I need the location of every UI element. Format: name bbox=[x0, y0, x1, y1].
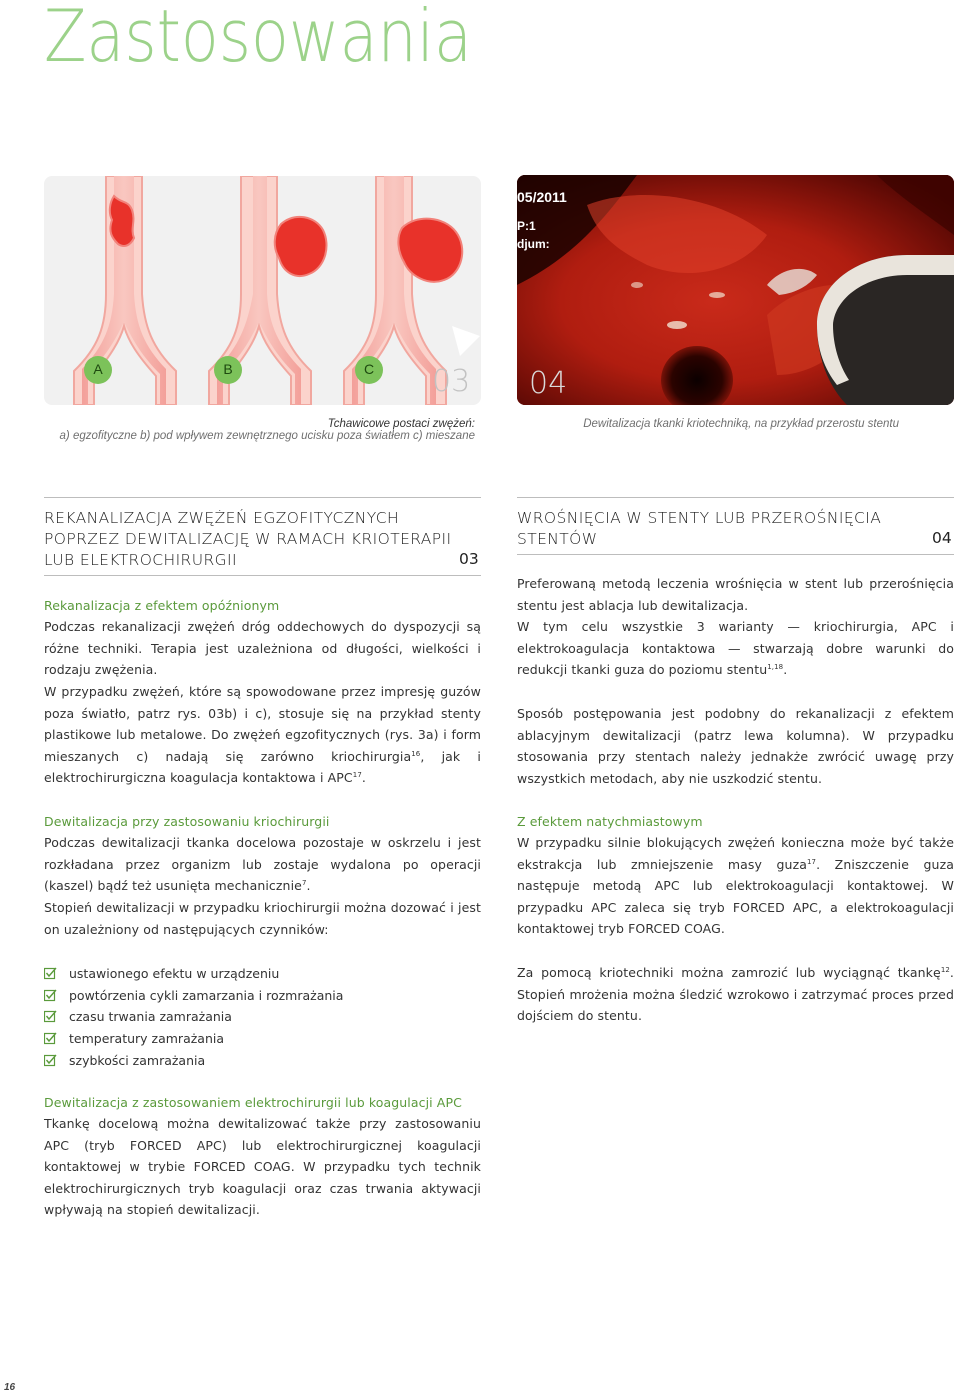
paragraph: Za pomocą kriotechniki można zamrozić lub wyciągnąć tkankę$^{12}$. Stopień mrożenia można śledzić wzrokowo i zatrzymać proces przed dojściem do stentu. bbox=[517, 965, 954, 1024]
section-number: 03 bbox=[459, 550, 479, 568]
overlay-djum: djum: bbox=[517, 237, 550, 251]
figure3-caption bbox=[44, 418, 475, 442]
airway-illustration bbox=[44, 176, 481, 405]
paragraph: W tym celu wszystkie 3 warianty — kriochirurgia, APC i elektrokoagulacja kontaktowa — stwarzają dobre warunki do redukcji tkanki guza do poziomu stentu$^{1,18}$. bbox=[517, 619, 954, 678]
page-number: 16 bbox=[4, 1382, 16, 1393]
page-title: Zastosowania bbox=[44, 0, 472, 78]
overlay-date: 05/2011 bbox=[517, 189, 567, 205]
paragraph: Podczas rekanalizacji zwężeń dróg oddechowych do dyspozycji są różne techniki. Terapia jest uzależniona od długości, wielkości i rodzaju zwężenia. bbox=[44, 619, 481, 678]
checkbox-icon bbox=[44, 1032, 57, 1045]
subheading: Dewitalizacja przy zastosowaniu kriochirurgii bbox=[44, 814, 330, 829]
checkbox-icon bbox=[44, 967, 57, 980]
figure-number: 04 bbox=[529, 366, 568, 401]
endoscopy-image bbox=[517, 175, 954, 405]
divider bbox=[44, 497, 481, 498]
figure-airway-stenosis bbox=[44, 176, 481, 405]
paragraph: Tkankę docelową można dewitalizować także przy zastosowaniu APC (tryb FORCED APC) lub elektrochirurgicznej koagulacji kontaktowej w trybie FORCED COAG. W przypadku tych technik elektrochirurgicznych tryb koagulacji oraz czas trwania aktywacji wpływają na stopień dewitalizacji. bbox=[44, 1116, 481, 1218]
heading-line: POPRZEZ DEWITALIZACJĘ W RAMACH KRIOTERAPII bbox=[44, 530, 452, 548]
list-item: szybkości zamrażania bbox=[44, 1049, 444, 1071]
figure3-caption-text: a) egzofityczne b) pod wpływem zewnętrznego ucisku poza światłem c) mieszane bbox=[59, 430, 475, 442]
paragraph: Podczas dewitalizacji tkanka docelowa pozostaje w oskrzelu i jest rozkładana przez organizm lub zostaje wydalona po operacji (kaszel) bądź też usunięta mechanicznie$^7$. bbox=[44, 835, 481, 894]
subheading: Rekanalizacja z efektem opóźnionym bbox=[44, 598, 280, 613]
figure-label-c: C bbox=[363, 361, 375, 377]
overlay-p: P:1 bbox=[517, 219, 536, 233]
paragraph: Preferowaną metodą leczenia wrośnięcia w stent lub przerośnięcia stentu jest ablacja lub dewitalizacja. bbox=[517, 576, 954, 613]
figure-label-a: A bbox=[93, 361, 103, 377]
figure-label-b: B bbox=[223, 361, 233, 377]
heading-line: STENTÓW bbox=[517, 530, 598, 548]
figure-number: 03 bbox=[432, 364, 471, 399]
list-item: czasu trwania zamrażania bbox=[44, 1006, 444, 1028]
heading-line: WROŚNIĘCIA W STENTY LUB PRZEROŚNIĘCIA bbox=[517, 509, 882, 527]
divider bbox=[44, 575, 481, 576]
paragraph: Sposób postępowania jest podobny do rekanalizacji z efektem ablacyjnym dewitalizacji (patrz lewa kolumna). W przypadku stosowania przy stentach należy jednakże zwrócić uwagę przy wszystkich metodach, aby nie uszkodzić stentu. bbox=[517, 706, 954, 786]
factor-checklist bbox=[44, 963, 444, 1071]
heading-line: LUB ELEKTROCHIRURGII bbox=[44, 551, 237, 569]
paragraph: W przypadku silnie blokujących zwężeń konieczna może być także ekstrakcja lub zmniejszenie masy guza$^{17}$. Zniszczenie guza następuje metodą APC lub elektrokoagulacji kontaktowej. W przypadku APC zaleca się tryb FORCED APC, a elektrokoagulacji kontaktowej tryb FORCED COAG. bbox=[517, 835, 955, 937]
checkbox-icon bbox=[44, 989, 57, 1002]
list-item: powtórzenia cykli zamarzania i rozmrażania bbox=[44, 985, 444, 1007]
figure3-caption-title: Tchawicowe postaci zwężeń: bbox=[327, 418, 475, 430]
section-heading-right bbox=[517, 508, 881, 550]
section-number: 04 bbox=[932, 529, 952, 547]
checkbox-icon bbox=[44, 1010, 57, 1023]
list-item: temperatury zamrażania bbox=[44, 1028, 444, 1050]
subheading: Z efektem natychmiastowym bbox=[517, 814, 703, 829]
divider bbox=[517, 554, 954, 555]
divider bbox=[517, 497, 954, 498]
subheading: Dewitalizacja z zastosowaniem elektrochirurgii lub koagulacji APC bbox=[44, 1095, 462, 1110]
checkbox-icon bbox=[44, 1054, 57, 1067]
figure4-caption: Dewitalizacja tkanki kriotechniką, na przykład przerostu stentu bbox=[583, 418, 899, 430]
figure-endoscopy-photo bbox=[517, 175, 954, 405]
section-heading-left bbox=[44, 508, 452, 571]
list-item: ustawionego efektu w urządzeniu bbox=[44, 963, 444, 985]
paragraph: W przypadku zwężeń, które są spowodowane przez impresję guzów poza światło, patrz rys. 03b) i c), stosuje się na przykład stenty plastikowe lub metalowe. Do zwężeń egzofitycznych (rys. 3a) i form mieszanych c) nadają się zarówno kriochirurgia$^{16}$, jak i elektrochirurgiczna koagulacja kontaktowa i APC$^{17}$. bbox=[44, 684, 482, 786]
heading-line: REKANALIZACJA ZWĘŻEŃ EGZOFITYCZNYCH bbox=[44, 509, 400, 527]
paragraph: Stopień dewitalizacji w przypadku kriochirurgii można dozować i jest on uzależniony od następujących czynników: bbox=[44, 900, 481, 937]
